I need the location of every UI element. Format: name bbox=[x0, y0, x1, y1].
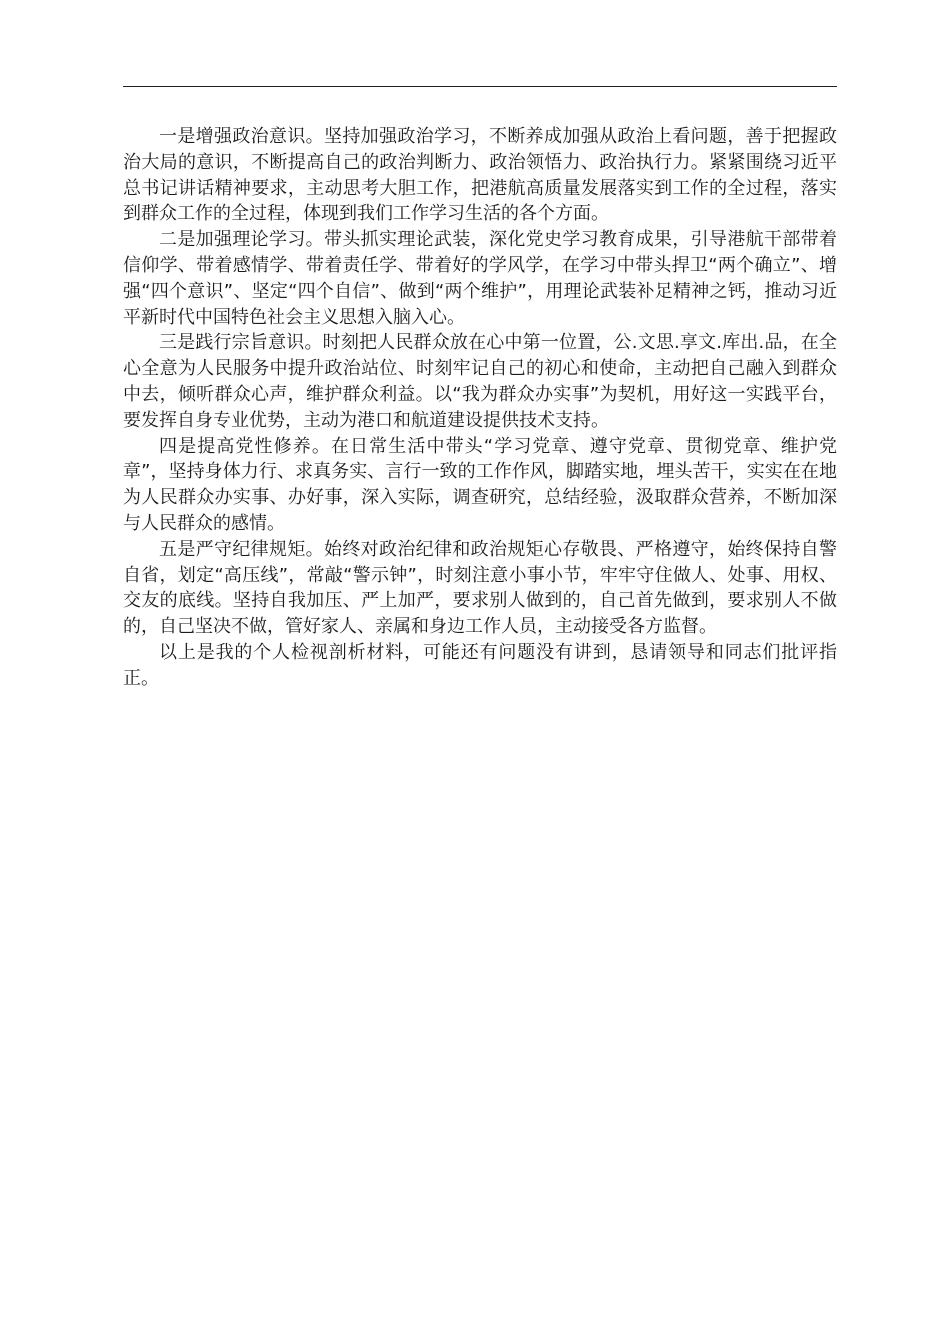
paragraph-closing: 以上是我的个人检视剖析材料，可能还有问题没有讲到，恳请领导和同志们批评指正。 bbox=[123, 641, 837, 689]
paragraph-purpose-awareness: 三是践行宗旨意识。时刻把人民群众放在心中第一位置，公.文思.享文.库出.品，在全心全意为人民服务中提升政治站位、时刻牢记自己的初心和使命，主动把自己融入到群众中去，倾听群众心声，维护群众利益。以“我为群众办实事”为契机，用好这一实践平台，要发挥自身专业优势，主动为港口和航道建设提供技术支持。 bbox=[123, 332, 837, 431]
paragraph-theory-study: 二是加强理论学习。带头抓实理论武装，深化党史学习教育成果，引导港航干部带着信仰学、带着感情学、带着责任学、带着好的学风学，在学习中带头捍卫“两个确立”、增强“四个意识”、坚定“四个自信”、做到“两个维护”，用理论武装补足精神之钙，推动习近平新时代中国特色社会主义思想入脑入心。 bbox=[123, 229, 837, 328]
document-body bbox=[123, 124, 837, 692]
paragraph-party-cultivation: 四是提高党性修养。在日常生活中带头“学习党章、遵守党章、贯彻党章、维护党章”，坚持身体力行、求真务实、言行一致的工作作风，脚踏实地，埋头苦干，实实在在地为人民群众办实事、办好事，深入实际，调查研究，总结经验，汲取群众营养，不断加深与人民群众的感情。 bbox=[123, 435, 837, 534]
paragraph-political-awareness: 一是增强政治意识。坚持加强政治学习，不断养成加强从政治上看问题，善于把握政治大局的意识，不断提高自己的政治判断力、政治领悟力、政治执行力。紧紧围绕习近平总书记讲话精神要求，主动思考大胆工作，把港航高质量发展落实到工作的全过程，落实到群众工作的全过程，体现到我们工作学习生活的各个方面。 bbox=[123, 126, 837, 225]
header-rule bbox=[123, 86, 837, 87]
paragraph-discipline: 五是严守纪律规矩。始终对政治纪律和政治规矩心存敬畏、严格遵守，始终保持自警自省，划定“高压线”，常敲“警示钟”，时刻注意小事小节，牢牢守住做人、处事、用权、交友的底线。坚持自我加压、严上加严，要求别人做到的，自己首先做到，要求别人不做的，自己坚决不做，管好家人、亲属和身边工作人员，主动接受各方监督。 bbox=[123, 538, 837, 638]
